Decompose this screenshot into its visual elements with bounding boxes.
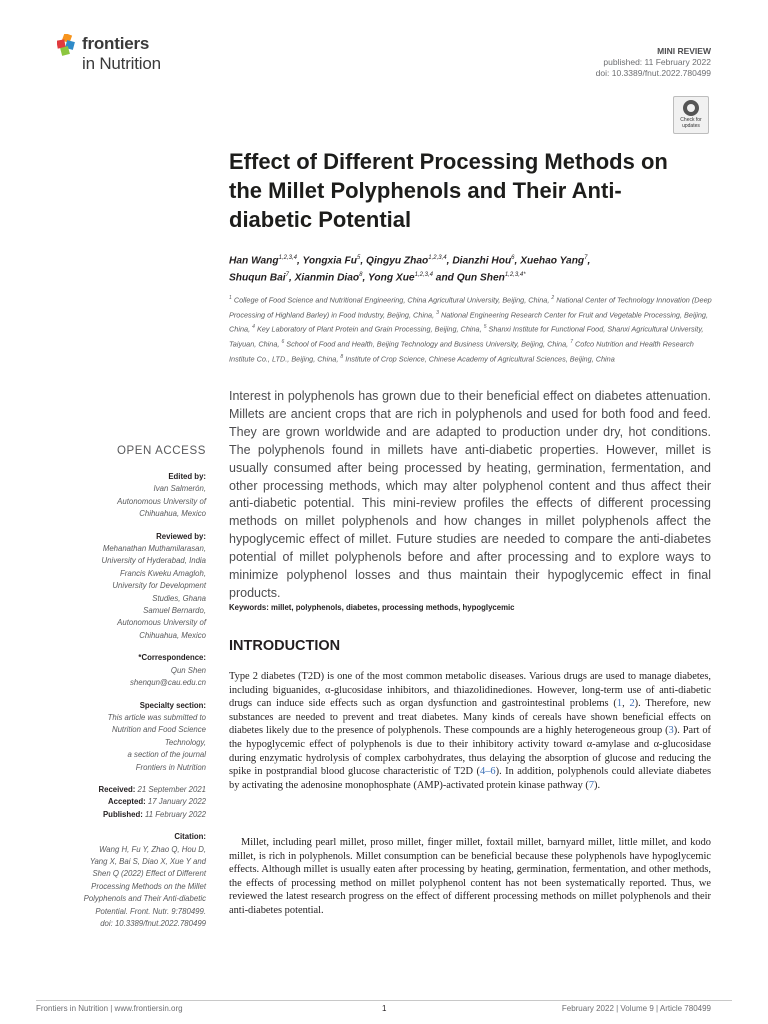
edited-by-list — [46, 483, 206, 520]
sidebar-line: Potential. Front. Nutr. 9:780499. — [95, 906, 206, 916]
dates-block — [46, 784, 206, 821]
sidebar-line: Autonomous University of — [117, 618, 206, 628]
author-line-2: Shuqun Bai$^7$, Xianmin Diao$^8$, Yong Xue$^{1,2,3,4}$ and Qun Shen$^{1,2,3,4*}$ — [229, 272, 526, 284]
author-list — [229, 251, 709, 286]
sidebar-line: Technology, — [164, 737, 206, 747]
author-affiliation-marker: 7 — [584, 255, 588, 261]
reference-link[interactable]: 7 — [588, 779, 595, 791]
footer-journal-link[interactable]: Frontiers in Nutrition | www.frontiersin.org — [36, 1004, 183, 1013]
specialty-label: Specialty section: — [139, 700, 206, 710]
affiliation-text: School of Food and Health, Beijing Technology and Business University, Beijing, China, — [286, 339, 569, 349]
accepted-label: Accepted: — [108, 797, 146, 807]
published-label: Published: — [102, 809, 143, 819]
received-value: 21 September 2021 — [137, 784, 206, 794]
sidebar-line: Shen Q (2022) Effect of Different — [92, 869, 206, 879]
introduction-heading: INTRODUCTION — [229, 638, 341, 654]
affiliation-text: Cofco Nutrition and Health Research Institute Co., LTD., Beijing, China, — [229, 339, 694, 363]
paragraph-text: ). In addition, polyphenols could alleviate diabetes by activating the adenosine monophosphate (AMP)-activated protein kinase pathway ( — [229, 766, 711, 791]
citation-list — [46, 844, 206, 931]
reference-link[interactable]: 4–6 — [480, 766, 496, 778]
sidebar-line: doi: 10.3389/fnut.2022.780499 — [100, 919, 206, 928]
logo-brand-frontiers: frontiers — [82, 34, 150, 53]
affiliation-text: National Center of Technology Innovation (Deep Processing of Highland Barley) in Food Industry, Beijing, China, — [229, 295, 712, 320]
author-name[interactable]: Shuqun Bai — [229, 272, 286, 284]
correspondence-label: *Correspondence: — [138, 653, 206, 663]
sidebar-line: Studies, Ghana — [152, 593, 206, 603]
sidebar-line: University for Development — [112, 581, 206, 591]
affiliation-number: 3 — [436, 309, 439, 316]
affiliation-number: 8 — [340, 353, 344, 360]
received-date — [46, 784, 206, 796]
sidebar-line: Polyphenols and Their Anti-diabetic — [83, 894, 206, 904]
sidebar-line: Nutrition and Food Science — [111, 725, 206, 735]
paragraph-text: ). Part of the hypoglycemic effect of polyphenols is due to their inhibitory activity toward α-amylase and α-glucosidase during enzymatic hydrolysis of complex carbohydrates, thus delaying the absorption of glucose and reducing the spike in postprandial blood glucose characteristic of T2D ( — [229, 725, 711, 778]
correspondence-list[interactable] — [46, 665, 206, 690]
reference-link[interactable]: 1 — [616, 698, 623, 710]
edited-by-label: Edited by: — [168, 472, 206, 481]
sidebar-line: Francis Kweku Amagloh, — [120, 568, 206, 578]
author-name[interactable]: Han Wang — [229, 255, 279, 267]
abstract: Interest in polyphenols has grown due to their beneficial effect on diabetes attenuation. Millets are ancient crops that are rich in polyphenols and used for both food and feed. They are grown worldwide and are adapted to production under dry, hot conditions. The polyphenols found in millets have anti-diabetic properties. However, millet is usually consumed after being processed by heating, germination, fermentation, and other processing methods, which may alter polyphenol content and thus affect their anti-diabetic potential. This mini-review profiles the effects of different processing methods on millet polyphenols and how changes in millet polyphenols affect the hypoglycemic effect of millet. Future studies are needed to compare the anti-diabetes potential of millet polyphenols before and after processing and to explore ways to minimize polyphenol losses and thus maintain their hypoglycemic effect in final products. — [229, 389, 711, 600]
check-updates-label: Check for updates — [680, 117, 702, 129]
published-value: 11 February 2022 — [145, 809, 206, 819]
reference-link[interactable]: 3 — [668, 725, 674, 737]
affiliation-number: 5 — [483, 324, 487, 331]
sidebar-line: Chihuahua, Mexico — [139, 509, 206, 519]
footer-divider — [36, 1000, 732, 1001]
sidebar-line: Yang X, Bai S, Diao X, Xue Y and — [89, 856, 206, 866]
intro-paragraph-1 — [229, 670, 711, 792]
page-number: 1 — [382, 1004, 387, 1013]
sidebar-line: This article was submitted to — [107, 712, 206, 722]
check-updates-icon — [683, 100, 699, 116]
intro-paragraph-2: Millet, including pearl millet, proso millet, finger millet, foxtail millet, barnyard millet, little millet, and kodo millet, is rich in polyphenols. Millet consumption can be beneficial because these polyphenols have hypoglycemic effects. Although millet is usually eaten after processing by heating, germination, fermentation, and other methods, the effects of processing method on millet polyphenol content has not been systematically reported. Thus, we reviewed the latest research progress on the effect of different processing methods on millet polyphenols and their anti-diabetes potential. — [229, 837, 711, 916]
affiliation-text: Key Laboratory of Plant Protein and Grain Processing, Beijing, China, — [256, 324, 482, 334]
author-affiliation-marker: 7 — [285, 272, 289, 279]
author-line-1: Han Wang$^{1,2,3,4}$, Yongxia Fu$^5$, Qingyu Zhao$^{1,2,3,4}$, Dianzhi Hou$^6$, Xuehao Yang$^7$, — [229, 255, 591, 267]
published-date: published: 11 February 2022 — [603, 57, 711, 67]
author-name[interactable]: Xianmin Diao — [294, 272, 360, 284]
author-name[interactable]: Dianzhi Hou — [452, 255, 512, 267]
sidebar-line: Chihuahua, Mexico — [139, 630, 206, 640]
affiliation-number: 7 — [570, 338, 573, 345]
article-sidebar — [46, 471, 206, 940]
affiliation-text: College of Food Science and Nutritional Engineering, China Agricultural University, Beijing, China, — [233, 295, 550, 305]
author-affiliation-marker: 8 — [359, 272, 363, 279]
sidebar-line: shenqun@cau.edu.cn — [130, 678, 206, 688]
affiliation-text: Shanxi Institute for Functional Food, Shanxi Agricultural University, Taiyuan, China, — [229, 324, 704, 349]
article-type: MINI REVIEW — [657, 46, 711, 56]
correspondence-block — [46, 652, 206, 689]
sidebar-line: Ivan Salmerón, — [153, 484, 206, 494]
article-doi[interactable]: doi: 10.3389/fnut.2022.780499 — [595, 68, 711, 78]
sidebar-line: Frontiers in Nutrition — [135, 762, 206, 772]
sidebar-line: Processing Methods on the Millet — [91, 881, 206, 891]
citation-label: Citation: — [174, 832, 206, 842]
sidebar-line: University of Hyderabad, India — [101, 556, 206, 566]
paragraph-text: ). — [594, 779, 601, 791]
author-name[interactable]: Yongxia Fu — [302, 255, 357, 267]
author-affiliation-marker: 1,2,3,4* — [504, 272, 526, 279]
reviewed-by-block — [46, 531, 206, 643]
accepted-date — [46, 796, 206, 808]
specialty-block — [46, 700, 206, 774]
article-meta — [596, 46, 711, 79]
sidebar-line: Autonomous University of — [117, 496, 206, 506]
frontiers-logo-icon — [57, 34, 79, 56]
author-name[interactable]: Yong Xue — [367, 272, 415, 284]
sidebar-line: Mehanathan Muthamilarasan, — [102, 544, 206, 554]
affiliation-number: 1 — [229, 295, 232, 301]
author-name[interactable]: Qingyu Zhao — [366, 255, 429, 267]
sidebar-line: Samuel Bernardo, — [143, 606, 206, 616]
citation-block — [46, 831, 206, 930]
check-for-updates-button[interactable] — [673, 96, 709, 134]
sidebar-line: a section of the journal — [127, 750, 206, 760]
footer-volume-info: February 2022 | Volume 9 | Article 780499 — [561, 1004, 711, 1013]
logo-brand-journal: in Nutrition — [82, 54, 161, 73]
affiliation-number: 2 — [551, 295, 555, 301]
author-affiliation-marker: 1,2,3,4 — [414, 272, 433, 279]
edited-by-block — [46, 471, 206, 521]
article-title: Effect of Different Processing Methods on the Millet Polyphenols and Their Anti-diabetic Potential — [229, 149, 668, 232]
keywords: Keywords: millet, polyphenols, diabetes, processing methods, hypoglycemic — [229, 603, 515, 612]
reference-link[interactable]: 2 — [629, 698, 635, 710]
reviewed-by-list — [46, 543, 206, 642]
specialty-list — [46, 712, 206, 774]
reviewed-by-label: Reviewed by: — [156, 531, 206, 541]
open-access-label: OPEN ACCESS — [116, 445, 206, 457]
author-name[interactable]: Xuehao Yang — [520, 255, 585, 267]
author-affiliation-marker: 6 — [511, 255, 515, 261]
author-name[interactable]: Qun Shen — [456, 272, 505, 284]
affiliation-number: 4 — [252, 324, 255, 331]
affiliation-number: 6 — [281, 338, 285, 345]
accepted-value: 17 January 2022 — [147, 797, 206, 807]
author-affiliation-marker: 1,2,3,4 — [278, 255, 297, 261]
affiliation-text: Institute of Crop Science, Chinese Academy of Agricultural Sciences, Beijing, China — [345, 353, 615, 363]
author-affiliation-marker: 1,2,3,4 — [428, 255, 447, 261]
affiliation-text: National Engineering Research Center for Fruit and Vegetable Processing, Beijing, China, — [229, 310, 708, 334]
paragraph-text: Type 2 diabetes (T2D) is one of the most common metabolic diseases. Various drugs are used to manage diabetes, including biguanides, α-glucosidase inhibitors, and thiazolidinediones. However, long-term use of anti-diabetic drugs can induce side effects such as organ dysfunction and gastrointestinal problems ( — [229, 671, 711, 710]
affiliations — [229, 292, 714, 365]
journal-logo[interactable] — [57, 30, 187, 80]
paragraph-text: , — [622, 698, 630, 710]
author-affiliation-marker: 5 — [357, 255, 361, 261]
published-date-sidebar — [46, 809, 206, 821]
received-label: Received: — [98, 784, 136, 794]
sidebar-line: Wang H, Fu Y, Zhao Q, Hou D, — [99, 844, 206, 854]
sidebar-line: Qun Shen — [170, 665, 206, 675]
paragraph-text: ). Therefore, new substances are needed to prevent and treat diabetes. Many kinds of cereals have shown beneficial effects on diabetes likely due to the presence of polyphenols. These compounds are a highly heterogeneous group ( — [229, 698, 711, 737]
